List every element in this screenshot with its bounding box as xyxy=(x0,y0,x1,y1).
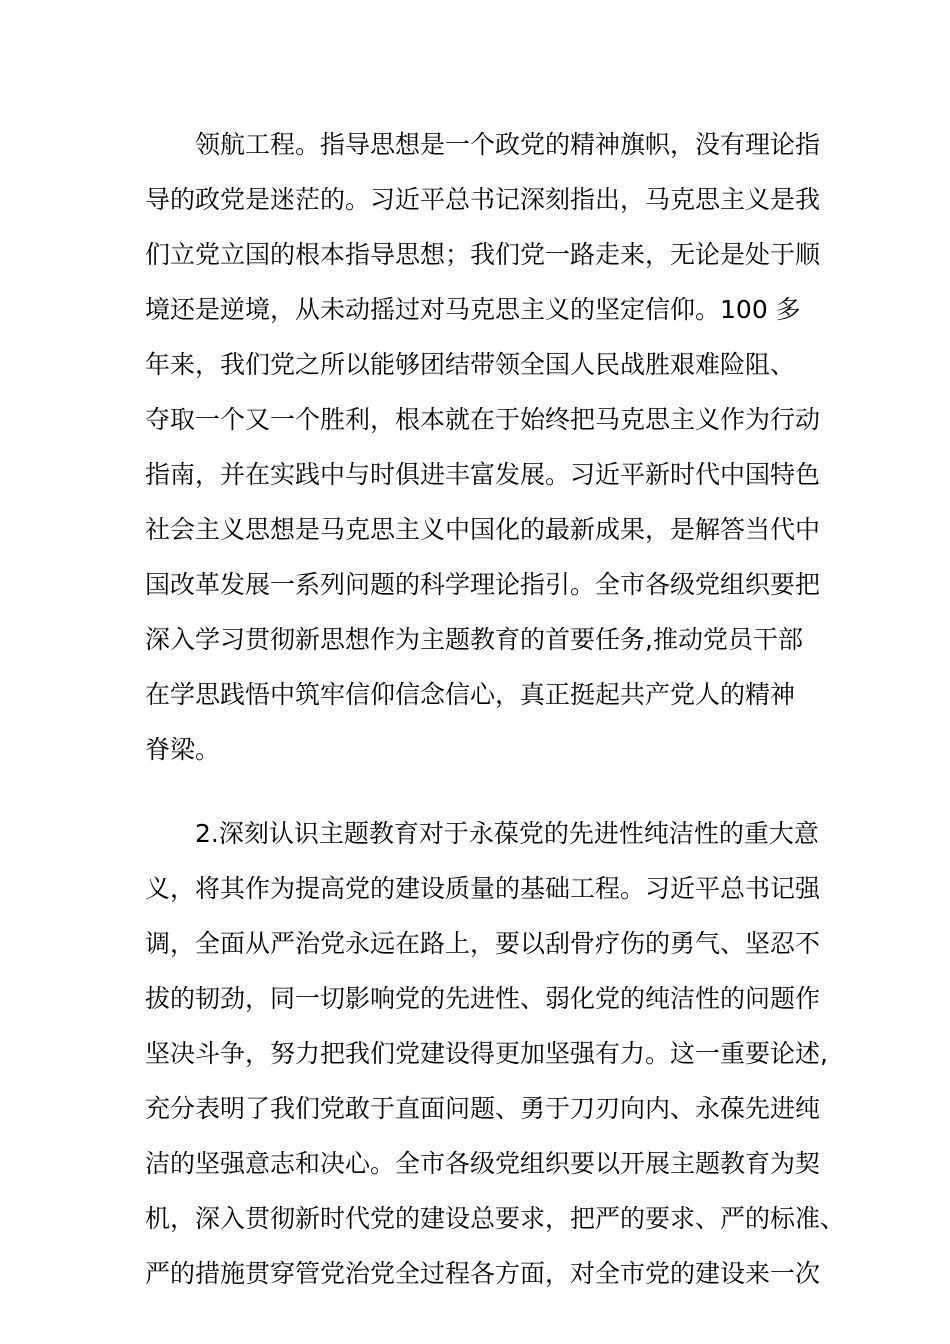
text-line: 领航工程。指导思想是一个政党的精神旗帜，没有理论指 xyxy=(195,130,821,159)
text-line: 调，全面从严治党永远在路上，要以刮骨疗伤的勇气、坚忍不 xyxy=(145,929,821,958)
text-line: 机，深入贯彻新时代党的建设总要求，把严的要求、严的标准、 xyxy=(145,1204,846,1233)
text-line: 夺取一个又一个胜利，根本就在于始终把马克思主义作为行动 xyxy=(145,405,821,434)
text-line: 严的措施贯穿管党治党全过程各方面，对全市党的建设来一次 xyxy=(145,1259,821,1288)
text-line: 社会主义思想是马克思主义中国化的最新成果，是解答当代中 xyxy=(145,515,821,544)
text-line: 导的政党是迷茫的。习近平总书记深刻指出，马克思主义是我 xyxy=(145,185,821,214)
text-line: 洁的坚强意志和决心。全市各级党组织要以开展主题教育为契 xyxy=(145,1149,821,1178)
paragraph-2 xyxy=(145,819,846,1315)
text-line: 们立党立国的根本指导思想；我们党一路走来，无论是处于顺 xyxy=(145,240,821,269)
text-line: 深入学习贯彻新思想作为主题教育的首要任务,推动党员干部 xyxy=(145,625,803,654)
text-line: 坚决斗争，努力把我们党建设得更加坚强有力。这一重要论述, xyxy=(145,1039,828,1068)
text-line: 2.深刻认识主题教育对于永葆党的先进性纯洁性的重大意 xyxy=(195,819,819,848)
text-line: 拔的韧劲，同一切影响党的先进性、弱化党的纯洁性的问题作 xyxy=(145,984,821,1013)
text-line: 指南，并在实践中与时俱进丰富发展。习近平新时代中国特色 xyxy=(145,460,821,489)
text-line: 国改革发展一系列问题的科学理论指引。全市各级党组织要把 xyxy=(145,570,821,599)
paragraph-1 xyxy=(145,131,825,791)
text-line: 年来，我们党之所以能够团结带领全国人民战胜艰难险阻、 xyxy=(145,350,796,379)
text-line: 脊梁。 xyxy=(145,735,221,764)
text-line: 在学思践悟中筑牢信仰信念信心，真正挺起共产党人的精神 xyxy=(145,680,796,709)
text-line: 义，将其作为提高党的建设质量的基础工程。习近平总书记强 xyxy=(145,874,821,903)
text-line: 充分表明了我们党敢于直面问题、勇于刀刃向内、永葆先进纯 xyxy=(145,1094,821,1123)
text-line: 境还是逆境，从未动摇过对马克思主义的坚定信仰。100 多 xyxy=(145,295,801,324)
